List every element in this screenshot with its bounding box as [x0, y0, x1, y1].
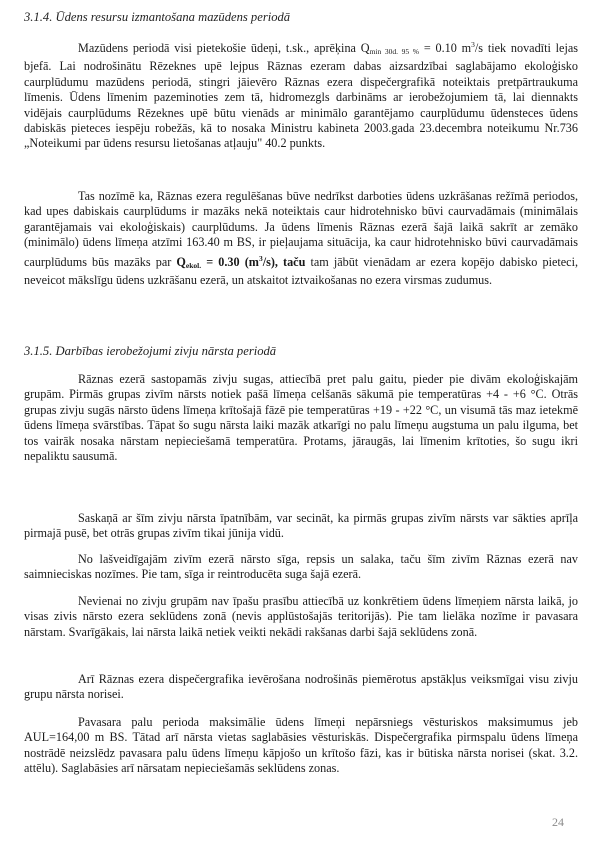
paragraph-spring-flood: Pavasara palu perioda maksimālie ūdens līmeņi nepārsniegs vēsturiskos maksimumus jeb AUL=164,00 m BS. Tātad arī nārsta vietas saglabāsies vēsturiskās. Dispečergrafika pirmspalu ūdens līmeņa nostrādē neizslēdz pavasara palu ūdens līmeņu kāpjošo un krītošo fāzi, kas ir būtiska nārsta norisei (skat. 3.2. attēlu). Saglabāsies arī nārsatam nepieciešamās seklūdens zonas. — [24, 715, 578, 776]
paragraph-salmonids: No lašveidīgajām zivīm ezerā nārsto sīga, repsis un salaka, taču šīm zivīm Rāznas ezerā nav saimnieciskas nozīmes. Pie tam, sīga ir reintroducēta suga šajā ezerā. — [24, 552, 578, 582]
page-number: 24 — [552, 815, 564, 829]
paragraph-low-water-period: Mazūdens periodā visi pietekošie ūdeņi, t.sk., aprēķina $Q_{min 30d. 95 \%} = 0.10$ $m^3/s$ tiek novadīti lejas bjefā. Lai nodrošinātu Rēzeknes upē lejpus Rāznas ezeram dabas aizsardzībai saglabājamo ekoloģisko caurplūdumu mazūdens periodā, stingri jāievēro Rāznas ezera dispečergrafikā noteiktais pretpārtraukuma līmenis. Ūdens līmenim pazeminoties zem tā, hidromezgls darbināms ar ierobežojumiem tā, lai diennakts vidējais caurplūdums Rēzeknes upē būtu vienāds ar minimālo garantējamo caurplūdumu ūdensteces ūdens dabiskās pieteces iespēju robežās, kā to nosaka Ministru kabineta 2003.gada 23.decembra noteikumu Nr.736 „Noteikumi par ūdens resursu lietošanas atļauju" 40.2 punkts. — [24, 40, 578, 151]
paragraph-shallow-zone: Nevienai no zivju grupām nav īpašu prasību attiecībā uz konkrētiem ūdens līmeņiem nārsta laikā, jo visas zivis nārsto ezera seklūdens zonā (nevis applūstošajās teritorijās). Pie tam lielāka nozīme ir pavasara nārstam. Svarīgākais, lai nārsta laikā netiek veikti nekādi rakšanas darbi šajā seklūdens zonā. — [24, 594, 578, 639]
paragraph-fish-groups: Rāznas ezerā sastopamās zivju sugas, attiecībā pret palu gaitu, pieder pie divām ekoloģiskajām grupām. Pirmās grupas zivīm nārsts notiek pašā līmeņa celšanās sākumā pie temperatūras +4 - +6 °C. Otrās grupas zivju sugās nārsto ūdens līmeņa krītošajā fāzē pie temperatūras +19 - +22 °C, un visumā tās maz ietekmē ūdens līmeņa svārstības. Tāpat šo sugu nārsta laiki mazāk atkarīgi no palu līmeņu augstuma un palu ilguma, bet tos vairāk nosaka nārstam nepieciešamā temperatūra. Protams, jāraugās, lai līmenim krītoties, šo sugu ikri nepaliktu sausumā. — [24, 372, 578, 464]
section-heading-3-1-5: 3.1.5. Darbības ierobežojumi zivju nārsta periodā — [24, 344, 277, 358]
section-heading-3-1-4: 3.1.4. Ūdens resursu izmantošana mazūdens periodā — [24, 10, 291, 24]
paragraph-spawning-timing: Saskaņā ar šīm zivju nārsta īpatnībām, var secināt, ka pirmās grupas zivīm nārsts var sākties aprīļa pirmajā pusē, bet otrās grupas zivīm tikai jūnija vidū. — [24, 511, 578, 541]
paragraph-regulation-structure: Tas nozīmē ka, Rāznas ezera regulēšanas būve nedrīkst darboties ūdens uzkrāšanas režīmā periodos, kad upes dabiskais caurplūdums ir mazāks nekā noteiktais caur hidrotehnisko būvi caurvadāmais (minimālais garantējamais vai ekoloģiskais) caurplūdums. Ja ūdens līmenis Rāznas ezerā šajā laikā sakrīt ar zemāko (minimālo) ūdens līmeņa atzīmi 163.40 m BS, ir pieļaujama situācija, ka caur hidrotehnisko būvi caurvadāmais caurplūdums būs mazāks par $Q_{ekol.} = 0.30$ $(m^3/s)$, taču tam jābūt vienādam ar ezera kopējo dabisko pieteci, neveicot mākslīgu ūdens uzkrāšanu ezerā, un atskaitot iztvaikošanas no ezera virsmas zudumus. — [24, 189, 579, 288]
paragraph-dispatch-schedule: Arī Rāznas ezera dispečergrafika ievērošana nodrošinās piemērotus apstākļus veiksmīgai visu zivju grupu nārsta norisei. — [24, 672, 578, 702]
